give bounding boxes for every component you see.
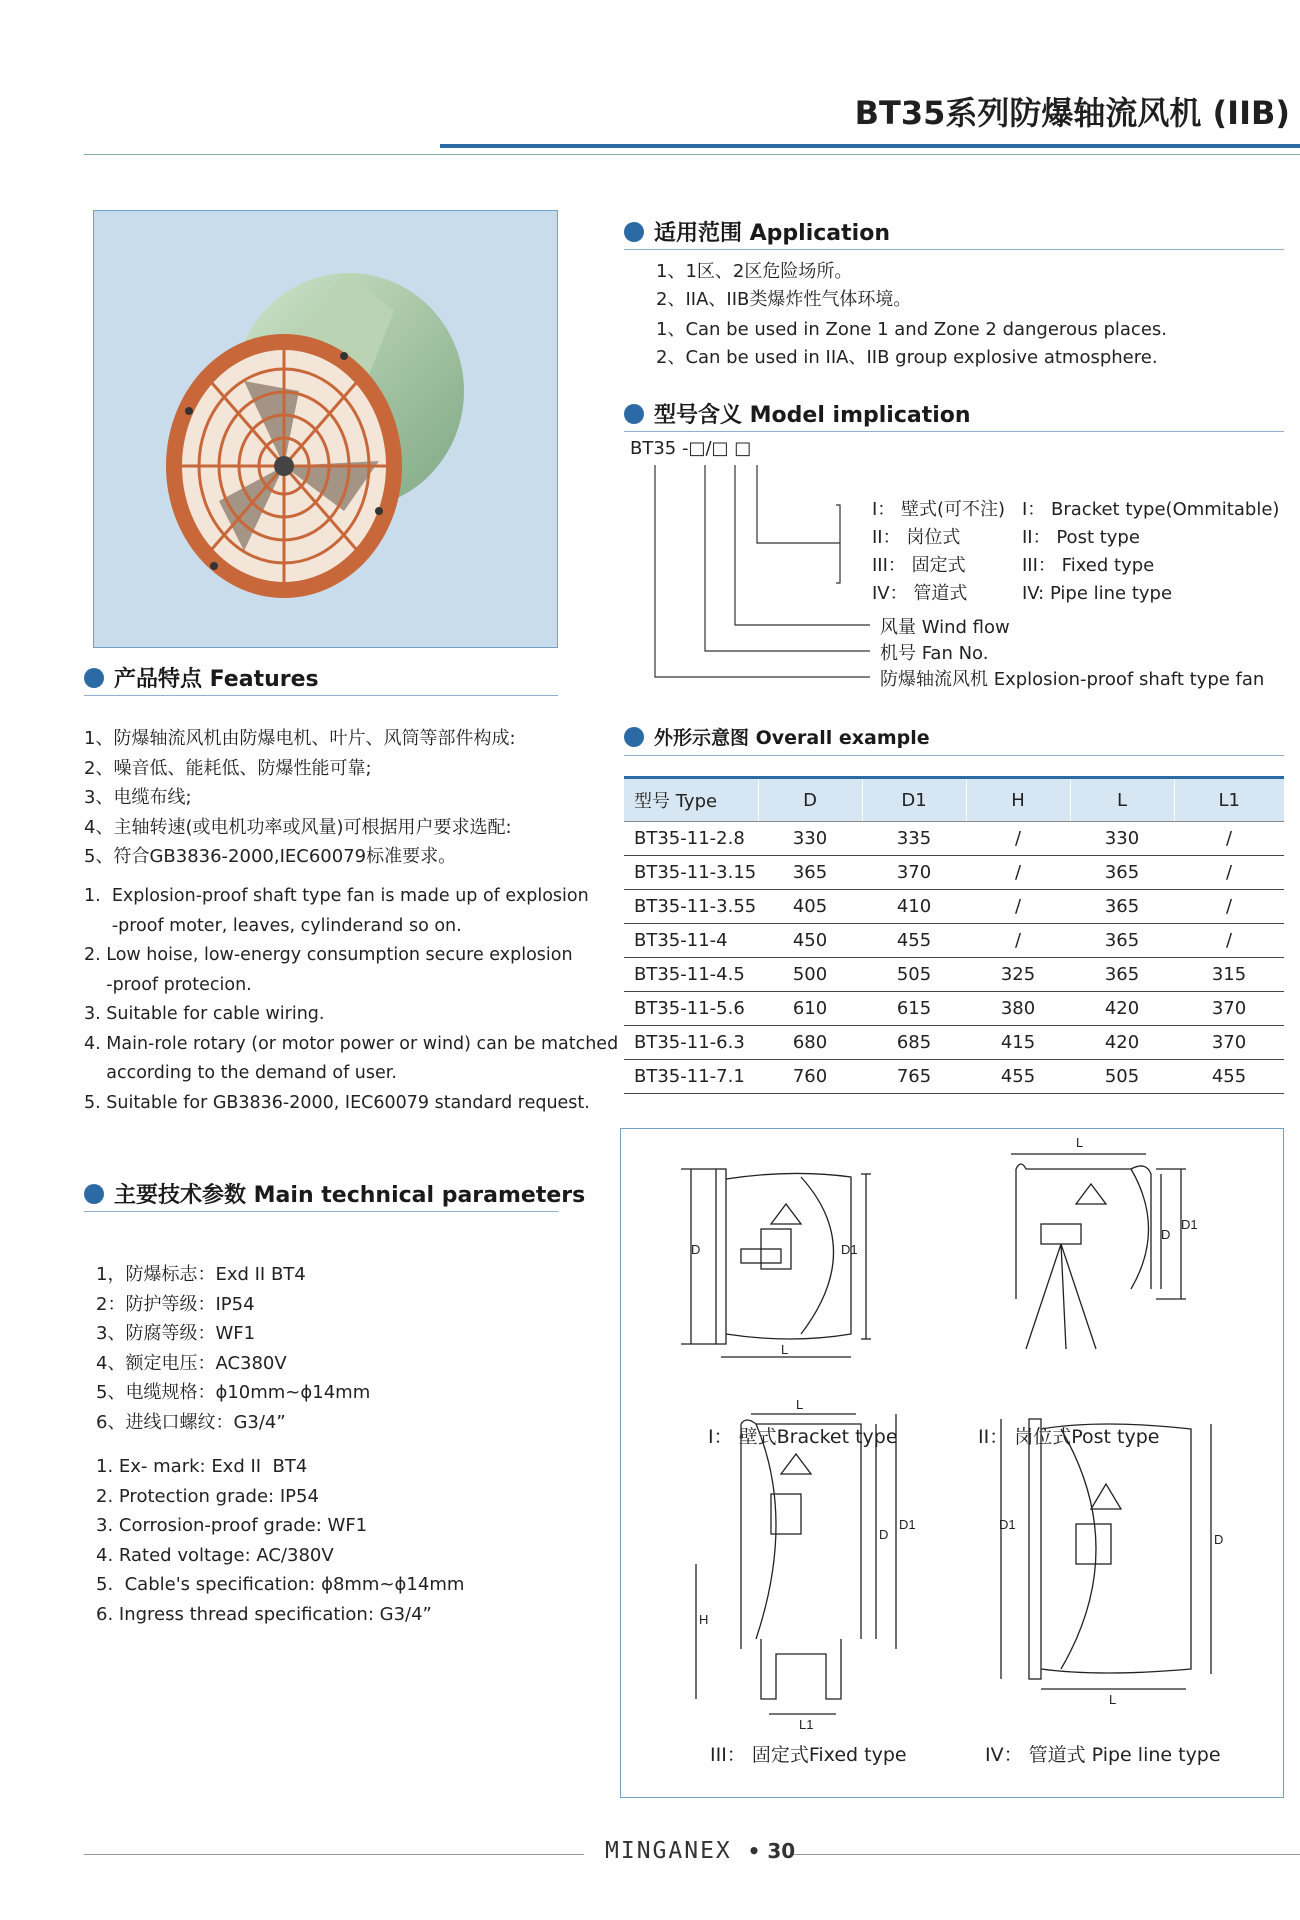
model-heading: 型号含义 Model implication [624, 398, 971, 429]
diagram-fixed [696, 1414, 896, 1714]
table-cell: 615 [862, 992, 966, 1026]
list-item: 5、符合GB3836-2000,IEC60079标准要求。 [84, 846, 457, 867]
dim-label-d: D [1161, 1227, 1171, 1242]
params-en-list [96, 1452, 464, 1629]
header-rule [84, 154, 1300, 155]
table-cell: 370 [1174, 992, 1284, 1026]
model-type-cn: III： 固定式 [872, 555, 966, 576]
section-bullet-icon [84, 1184, 104, 1204]
dim-label-l1: L1 [799, 1717, 814, 1732]
dim-label-l: L [1109, 1692, 1117, 1707]
table-cell: 455 [1174, 1060, 1284, 1094]
dim-label-d1: D1 [999, 1517, 1016, 1532]
table-cell: 325 [966, 958, 1070, 992]
col-header-d1: D1 [862, 778, 966, 822]
features-en-list [84, 882, 618, 1118]
table-cell: 365 [1070, 890, 1174, 924]
table-cell: 315 [1174, 958, 1284, 992]
overall-heading-rule [624, 755, 1284, 756]
list-item: 2. Low hoise, low-energy consumption secure explosion [84, 945, 573, 965]
header-accent-rule [440, 144, 1300, 148]
params-cn-list [96, 1260, 370, 1437]
diagram-bracket [681, 1169, 871, 1357]
list-item: 5. Suitable for GB3836-2000, IEC60079 standard request. [84, 1092, 590, 1113]
list-item: -proof moter, leaves, cylinderand so on. [84, 915, 462, 936]
list-item: 2、Can be used in IIA、IIB group explosive atmosphere. [656, 347, 1158, 368]
table-cell: 455 [966, 1060, 1070, 1094]
model-type-en: I： Bracket type(Ommitable) [1022, 499, 1280, 520]
table-cell: 370 [1174, 1026, 1284, 1060]
table-cell: 450 [758, 924, 862, 958]
section-bullet-icon [624, 727, 644, 747]
list-item: 2、IIA、IIB类爆炸性气体环境。 [656, 289, 912, 310]
col-header-type: 型号 Type [624, 778, 758, 822]
params-heading-rule [84, 1211, 558, 1212]
list-item: 4、额定电压：AC380V [96, 1352, 287, 1374]
table-cell: 365 [1070, 856, 1174, 890]
table-cell: / [1174, 822, 1284, 856]
table-cell: 500 [758, 958, 862, 992]
table-cell: 680 [758, 1026, 862, 1060]
table-cell: 420 [1070, 992, 1174, 1026]
dim-label-d1: D1 [899, 1517, 916, 1532]
table-row [624, 890, 1284, 924]
list-item: 1. Ex- mark: Exd II BT4 [96, 1456, 308, 1477]
table-row [624, 958, 1284, 992]
model-connector-lines [620, 455, 880, 685]
product-photo [93, 210, 558, 648]
col-header-d: D [758, 778, 862, 822]
dim-label-d: D [1214, 1532, 1224, 1547]
table-cell: 415 [966, 1026, 1070, 1060]
table-row [624, 822, 1284, 856]
table-header-row [624, 778, 1284, 822]
table-cell: / [966, 890, 1070, 924]
table-cell: 330 [758, 822, 862, 856]
diagram-panel [620, 1128, 1284, 1798]
col-header-l1: L1 [1174, 778, 1284, 822]
footer-rule-right [790, 1854, 1300, 1855]
application-heading: 适用范围 Application [624, 216, 890, 247]
table-cell: / [1174, 890, 1284, 924]
footer-rule-left [84, 1854, 584, 1855]
table-cell-type: BT35-11-6.3 [624, 1026, 758, 1060]
diagram-caption-pipeline: IV： 管道式 Pipe line type [985, 1744, 1221, 1766]
table-cell: 405 [758, 890, 862, 924]
application-list [656, 258, 1167, 372]
list-item: 2、噪音低、能耗低、防爆性能可靠; [84, 757, 372, 779]
list-item: 1. Explosion-proof shaft type fan is made up of explosion [84, 886, 589, 906]
table-cell-type: BT35-11-3.55 [624, 890, 758, 924]
list-item: 3、防腐等级：WF1 [96, 1323, 256, 1344]
dim-label-l: L [781, 1342, 789, 1357]
dim-label-d: D [879, 1527, 889, 1542]
spec-table [624, 776, 1284, 1094]
list-item: 2. Protection grade: IP54 [96, 1485, 319, 1507]
table-row [624, 856, 1284, 890]
list-item: 2：防护等级：IP54 [96, 1293, 255, 1315]
table-cell: 505 [1070, 1060, 1174, 1094]
table-cell-type: BT35-11-4 [624, 924, 758, 958]
list-item: 5、电缆规格：ϕ10mm~ϕ14mm [96, 1382, 371, 1403]
table-cell: / [1174, 856, 1284, 890]
table-cell: 365 [758, 856, 862, 890]
list-item: 4. Main-role rotary (or motor power or wind) can be matched [84, 1033, 619, 1054]
model-type-en: IV: Pipe line type [1022, 583, 1173, 604]
table-cell: 365 [1070, 924, 1174, 958]
model-types-en [1022, 496, 1279, 608]
table-cell: / [966, 856, 1070, 890]
dim-label-l: L [796, 1397, 804, 1412]
table-cell: 365 [1070, 958, 1174, 992]
model-heading-rule [624, 431, 1284, 432]
model-type-cn: IV： 管道式 [872, 583, 968, 604]
list-item: 6、进线口螺纹：G3/4” [96, 1411, 286, 1433]
dim-label-d1: D1 [841, 1242, 858, 1257]
table-cell: / [1174, 924, 1284, 958]
table-cell: 685 [862, 1026, 966, 1060]
dim-label-d: D [691, 1242, 701, 1257]
dim-label-h: H [699, 1612, 709, 1627]
section-bullet-icon [84, 668, 104, 688]
table-cell-type: BT35-11-4.5 [624, 958, 758, 992]
overall-heading: 外形示意图 Overall example [624, 723, 930, 750]
diagram-caption-fixed: III： 固定式Fixed type [710, 1744, 907, 1766]
model-type-en: III： Fixed type [1022, 555, 1155, 576]
list-item: 3. Corrosion-proof grade: WF1 [96, 1515, 368, 1536]
table-row [624, 1060, 1284, 1094]
table-row [624, 992, 1284, 1026]
model-types-cn [872, 496, 1005, 608]
features-cn-list [84, 724, 516, 872]
list-item: 4、主轴转速(或电机功率或风量)可根据用户要求选配: [84, 816, 512, 838]
list-item: -proof protecion. [84, 974, 252, 995]
table-cell: 505 [862, 958, 966, 992]
table-cell: 455 [862, 924, 966, 958]
dim-label-l: L [1076, 1135, 1084, 1150]
model-name: 防爆轴流风机 Explosion-proof shaft type fan [880, 669, 1265, 690]
table-cell: 370 [862, 856, 966, 890]
table-cell: 760 [758, 1060, 862, 1094]
features-heading: 产品特点 Features [84, 662, 319, 693]
model-type-cn: I： 壁式(可不注) [872, 499, 1006, 520]
list-item: 5. Cable's specification: ϕ8mm~ϕ14mm [96, 1574, 465, 1595]
table-cell: 335 [862, 822, 966, 856]
page-title: BT35系列防爆轴流风机 (IIB) [854, 94, 1290, 132]
table-row [624, 1026, 1284, 1060]
dim-label-d1: D1 [1181, 1217, 1198, 1232]
list-item: according to the demand of user. [84, 1063, 397, 1083]
footer-brand: MINGANEX • 30 [605, 1838, 796, 1864]
list-item: 3、电缆布线; [84, 787, 192, 808]
application-heading-rule [624, 249, 1284, 250]
section-bullet-icon [624, 404, 644, 424]
list-item: 1、防爆轴流风机由防爆电机、叶片、风筒等部件构成: [84, 728, 516, 749]
table-cell: 380 [966, 992, 1070, 1026]
table-cell: / [966, 822, 1070, 856]
list-item: 1、Can be used in Zone 1 and Zone 2 dangerous places. [656, 319, 1167, 340]
diagram-pipeline [1001, 1419, 1211, 1689]
model-fan-no: 机号 Fan No. [880, 643, 989, 664]
table-cell: 610 [758, 992, 862, 1026]
list-item: 6. Ingress thread specification: G3/4” [96, 1603, 432, 1625]
diagram-caption-post: II： 岗位式Post type [978, 1426, 1160, 1448]
model-wind-flow: 风量 Wind flow [880, 617, 1010, 638]
table-cell: 765 [862, 1060, 966, 1094]
diagram-caption-bracket: I： 壁式Bracket type [708, 1426, 898, 1448]
model-type-cn: II： 岗位式 [872, 527, 961, 548]
list-item: 1，防爆标志：Exd II BT4 [96, 1264, 306, 1285]
table-cell: / [966, 924, 1070, 958]
params-heading: 主要技术参数 Main technical parameters [84, 1178, 585, 1209]
section-bullet-icon [624, 222, 644, 242]
model-type-en: II： Post type [1022, 527, 1140, 548]
table-cell-type: BT35-11-7.1 [624, 1060, 758, 1094]
table-cell: 330 [1070, 822, 1174, 856]
table-cell-type: BT35-11-5.6 [624, 992, 758, 1026]
table-row [624, 924, 1284, 958]
col-header-l: L [1070, 778, 1174, 822]
features-heading-rule [84, 695, 558, 696]
list-item: 1、1区、2区危险场所。 [656, 261, 853, 282]
list-item: 3. Suitable for cable wiring. [84, 1004, 325, 1024]
list-item: 4. Rated voltage: AC/380V [96, 1544, 334, 1566]
table-cell: 410 [862, 890, 966, 924]
col-header-h: H [966, 778, 1070, 822]
table-cell: 420 [1070, 1026, 1174, 1060]
table-cell-type: BT35-11-3.15 [624, 856, 758, 890]
model-code: BT35 -□/□ □ [630, 438, 752, 459]
diagram-post [1011, 1154, 1186, 1349]
page-number: • 30 [747, 1839, 796, 1863]
table-cell-type: BT35-11-2.8 [624, 822, 758, 856]
